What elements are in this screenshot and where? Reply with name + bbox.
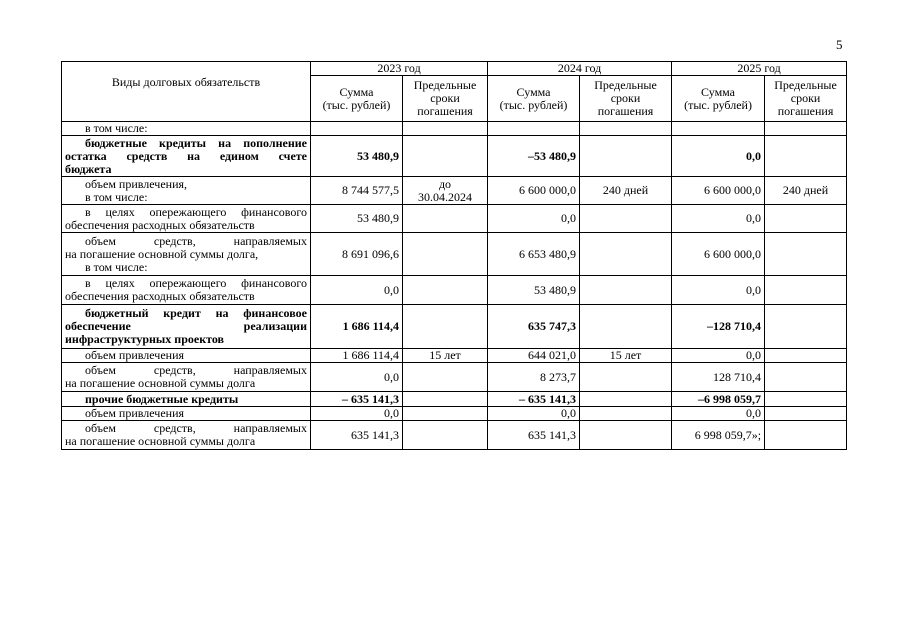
- page-number: 5: [836, 37, 843, 52]
- value-2023-sum: 635 141,3: [311, 421, 403, 450]
- row-label: бюджетный кредит на финансовое обеспечение реализации инфраструктурных проектов: [62, 305, 311, 349]
- value-2023-sum: 8 744 577,5: [311, 177, 403, 205]
- value-2025-sum: 0,0: [672, 205, 765, 233]
- header-year-2023: 2023 год: [311, 62, 488, 76]
- value-2023-sum: 53 480,9: [311, 136, 403, 177]
- row-label: объем средств, направляемых на погашение основной суммы долга, в том числе:: [62, 233, 311, 276]
- value-2025-sum: 0,0: [672, 136, 765, 177]
- header-row-years: [62, 62, 847, 76]
- value-2025-sum: 6 600 000,0: [672, 177, 765, 205]
- table-row: [62, 305, 847, 349]
- table-row: [62, 177, 847, 205]
- value-2023-sum: 0,0: [311, 276, 403, 305]
- value-2023-sum: – 635 141,3: [311, 392, 403, 407]
- value-2023-term: 15 лет: [403, 349, 488, 363]
- row-label: объем привлечения: [62, 349, 311, 363]
- value-2024-term: 15 лет: [580, 349, 672, 363]
- row-label: прочие бюджетные кредиты: [62, 392, 311, 407]
- value-2023-sum: 0,0: [311, 363, 403, 392]
- header-sum: Сумма (тыс. рублей): [488, 76, 580, 122]
- header-sum: Сумма (тыс. рублей): [311, 76, 403, 122]
- row-label: в том числе:: [62, 122, 311, 136]
- value-2024-sum: –53 480,9: [488, 136, 580, 177]
- table-row: [62, 407, 847, 421]
- header-term: Предельные сроки погашения: [403, 76, 488, 122]
- value-2023-sum: 1 686 114,4: [311, 349, 403, 363]
- header-year-2024: 2024 год: [488, 62, 672, 76]
- header-debt-types: Виды долговых обязательств: [62, 62, 311, 122]
- value-2025-term: 240 дней: [765, 177, 847, 205]
- table-row: [62, 233, 847, 276]
- table-row: [62, 205, 847, 233]
- value-2024-sum: 0,0: [488, 205, 580, 233]
- value-2023-sum: 53 480,9: [311, 205, 403, 233]
- value-2023-term: до 30.04.2024: [403, 177, 488, 205]
- table-row: [62, 136, 847, 177]
- value-2025-sum: 6 600 000,0: [672, 233, 765, 276]
- value-2023-sum: 0,0: [311, 407, 403, 421]
- table-row: [62, 392, 847, 407]
- value-2025-sum: –128 710,4: [672, 305, 765, 349]
- value-2024-sum: 8 273,7: [488, 363, 580, 392]
- value-2024-sum: – 635 141,3: [488, 392, 580, 407]
- row-label: объем привлечения: [62, 407, 311, 421]
- value-2025-sum: 0,0: [672, 276, 765, 305]
- value-2025-sum: 0,0: [672, 407, 765, 421]
- table-row: [62, 363, 847, 392]
- value-2024-sum: 635 747,3: [488, 305, 580, 349]
- header-term: Предельные сроки погашения: [765, 76, 847, 122]
- header-sum: Сумма (тыс. рублей): [672, 76, 765, 122]
- header-year-2025: 2025 год: [672, 62, 847, 76]
- table-row: [62, 349, 847, 363]
- value-2025-sum: 0,0: [672, 349, 765, 363]
- value-2025-sum: –6 998 059,7: [672, 392, 765, 407]
- value-2024-sum: 6 653 480,9: [488, 233, 580, 276]
- value-2024-sum: 0,0: [488, 407, 580, 421]
- value-2025-sum: 6 998 059,7»;: [672, 421, 765, 450]
- debt-obligations-table: [61, 61, 847, 450]
- table-row: [62, 122, 847, 136]
- value-2024-sum: 6 600 000,0: [488, 177, 580, 205]
- row-label: объем средств, направляемых на погашение основной суммы долга: [62, 363, 311, 392]
- row-label: в целях опережающего финансового обеспечения расходных обязательств: [62, 205, 311, 233]
- value-2024-sum: 644 021,0: [488, 349, 580, 363]
- value-2023-sum: 1 686 114,4: [311, 305, 403, 349]
- table-row: [62, 276, 847, 305]
- row-label: в целях опережающего финансового обеспечения расходных обязательств: [62, 276, 311, 305]
- header-term: Предельные сроки погашения: [580, 76, 672, 122]
- row-label: объем привлечения, в том числе:: [62, 177, 311, 205]
- row-label: бюджетные кредиты на пополнение остатка средств на едином счете бюджета: [62, 136, 311, 177]
- row-label: объем средств, направляемых на погашение основной суммы долга: [62, 421, 311, 450]
- value-2025-sum: 128 710,4: [672, 363, 765, 392]
- value-2024-sum: 635 141,3: [488, 421, 580, 450]
- table-row: [62, 421, 847, 450]
- value-2024-term: 240 дней: [580, 177, 672, 205]
- value-2023-sum: 8 691 096,6: [311, 233, 403, 276]
- value-2024-sum: 53 480,9: [488, 276, 580, 305]
